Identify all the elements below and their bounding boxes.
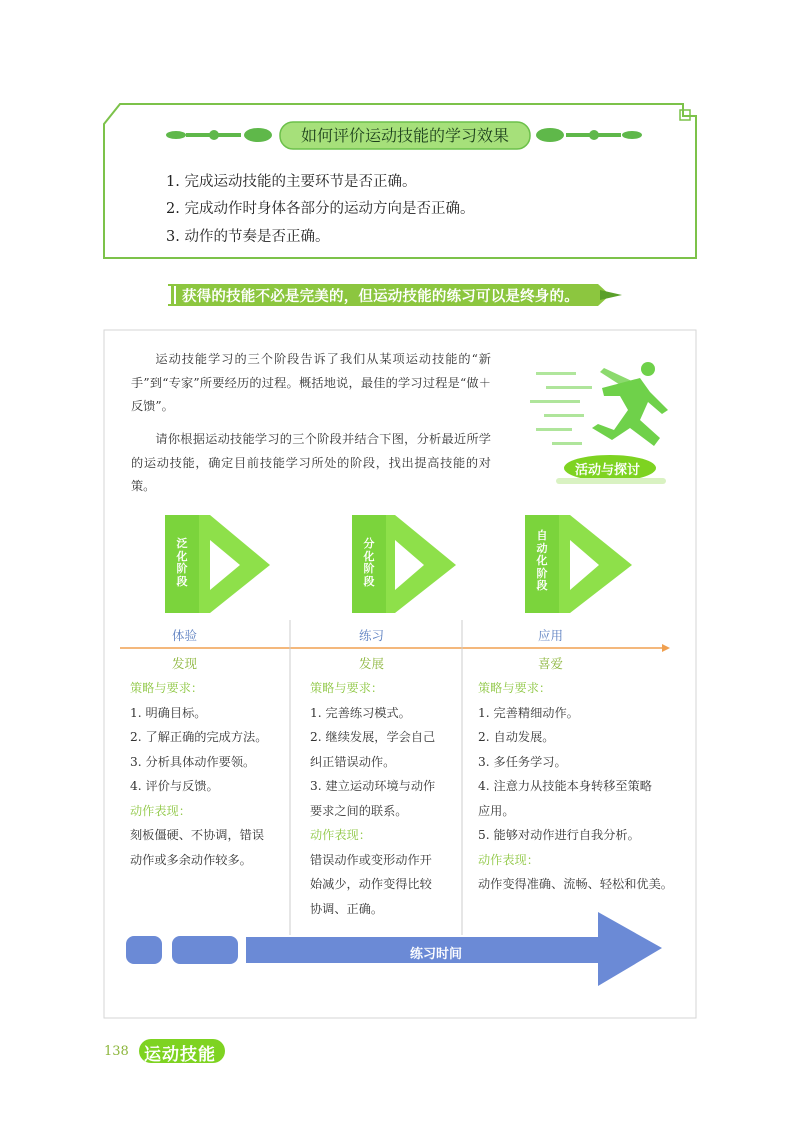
list-item: 2. 继续发展，学会自己 纠正错误动作。 xyxy=(310,730,436,769)
list-item: 4. 注意力从技能本身转移至策略 应用。 xyxy=(478,779,652,818)
list-item: 4. 评价与反馈。 xyxy=(130,779,219,793)
practice-time-label: 练习时间 xyxy=(410,947,463,962)
time-block-1 xyxy=(126,936,162,964)
list-item: 2. 了解正确的完成方法。 xyxy=(130,730,268,744)
time-block-2 xyxy=(172,936,238,964)
evaluation-item: 2. 完成动作时身体各部分的运动方向是否正确。 xyxy=(166,201,475,217)
slogan-text: 获得的技能不必是完美的，但运动技能的练习可以是终身的。 xyxy=(182,289,579,305)
activity-badge-label: 活动与探讨 xyxy=(575,463,641,478)
timeline-label-2: 练习 xyxy=(359,628,385,643)
performance-title: 动作表现： xyxy=(130,803,191,818)
performance-text: 刻板僵硬、不协调，错误 动作或多余动作较多。 xyxy=(130,828,265,867)
strategy-title: 策略与要求： xyxy=(478,681,552,695)
stage-label-1: 泛化阶段 xyxy=(176,537,188,588)
stage-column-2 xyxy=(310,676,470,921)
left-ornament-icon xyxy=(166,128,272,142)
intro-paragraph: 运动技能学习的三个阶段告诉了我们从某项运动技能的“新手”到“专家”所要经历的过程。概括地说，最佳的学习过程是“做＋反馈”。 xyxy=(131,352,491,413)
performance-text: 错误动作或变形动作开 始减少，动作变得比较 协调、正确。 xyxy=(310,852,432,916)
stage-label-2: 分化阶段 xyxy=(363,537,375,588)
list-item: 5. 能够对动作进行自我分析。 xyxy=(478,828,640,842)
performance-text: 动作变得准确、流畅、轻松和优美。 xyxy=(478,877,673,891)
performance-title: 动作表现： xyxy=(310,828,371,842)
stage-column-3 xyxy=(478,676,683,897)
timeline-label-1: 体验 xyxy=(172,628,198,643)
page-number: 138 xyxy=(104,1044,129,1059)
strategy-title: 策略与要求： xyxy=(310,681,384,695)
strategy-title: 策略与要求： xyxy=(130,681,204,695)
evaluation-item: 3. 动作的节奏是否正确。 xyxy=(166,229,330,245)
column-head-2: 发展 xyxy=(359,656,385,671)
stage-column-1 xyxy=(130,676,290,872)
list-item: 1. 完善精细动作。 xyxy=(478,705,579,720)
column-head-1: 发现 xyxy=(172,656,198,671)
performance-title: 动作表现： xyxy=(478,852,539,867)
list-item: 2. 自动发展。 xyxy=(478,730,555,744)
book-title: 运动技能 xyxy=(144,1045,216,1065)
list-item: 1. 完善练习模式。 xyxy=(310,705,411,720)
right-ornament-icon xyxy=(536,128,642,142)
evaluation-title: 如何评价运动技能的学习效果 xyxy=(300,126,509,145)
list-item: 3. 建立运动环境与动作 要求之间的联系。 xyxy=(310,779,436,818)
list-item: 3. 多任务学习。 xyxy=(478,754,567,769)
evaluation-item: 1. 完成运动技能的主要环节是否正确。 xyxy=(166,174,417,190)
stage-label-3: 自动化阶段 xyxy=(536,529,548,592)
column-head-3: 喜爱 xyxy=(538,656,564,671)
list-item: 3. 分析具体动作要领。 xyxy=(130,754,256,769)
task-paragraph: 请你根据运动技能学习的三个阶段并结合下图，分析最近所学的运动技能，确定目前技能学习所处的阶段，找出提高技能的对策。 xyxy=(131,432,491,493)
list-item: 1. 明确目标。 xyxy=(130,705,207,720)
timeline-label-3: 应用 xyxy=(538,628,564,643)
